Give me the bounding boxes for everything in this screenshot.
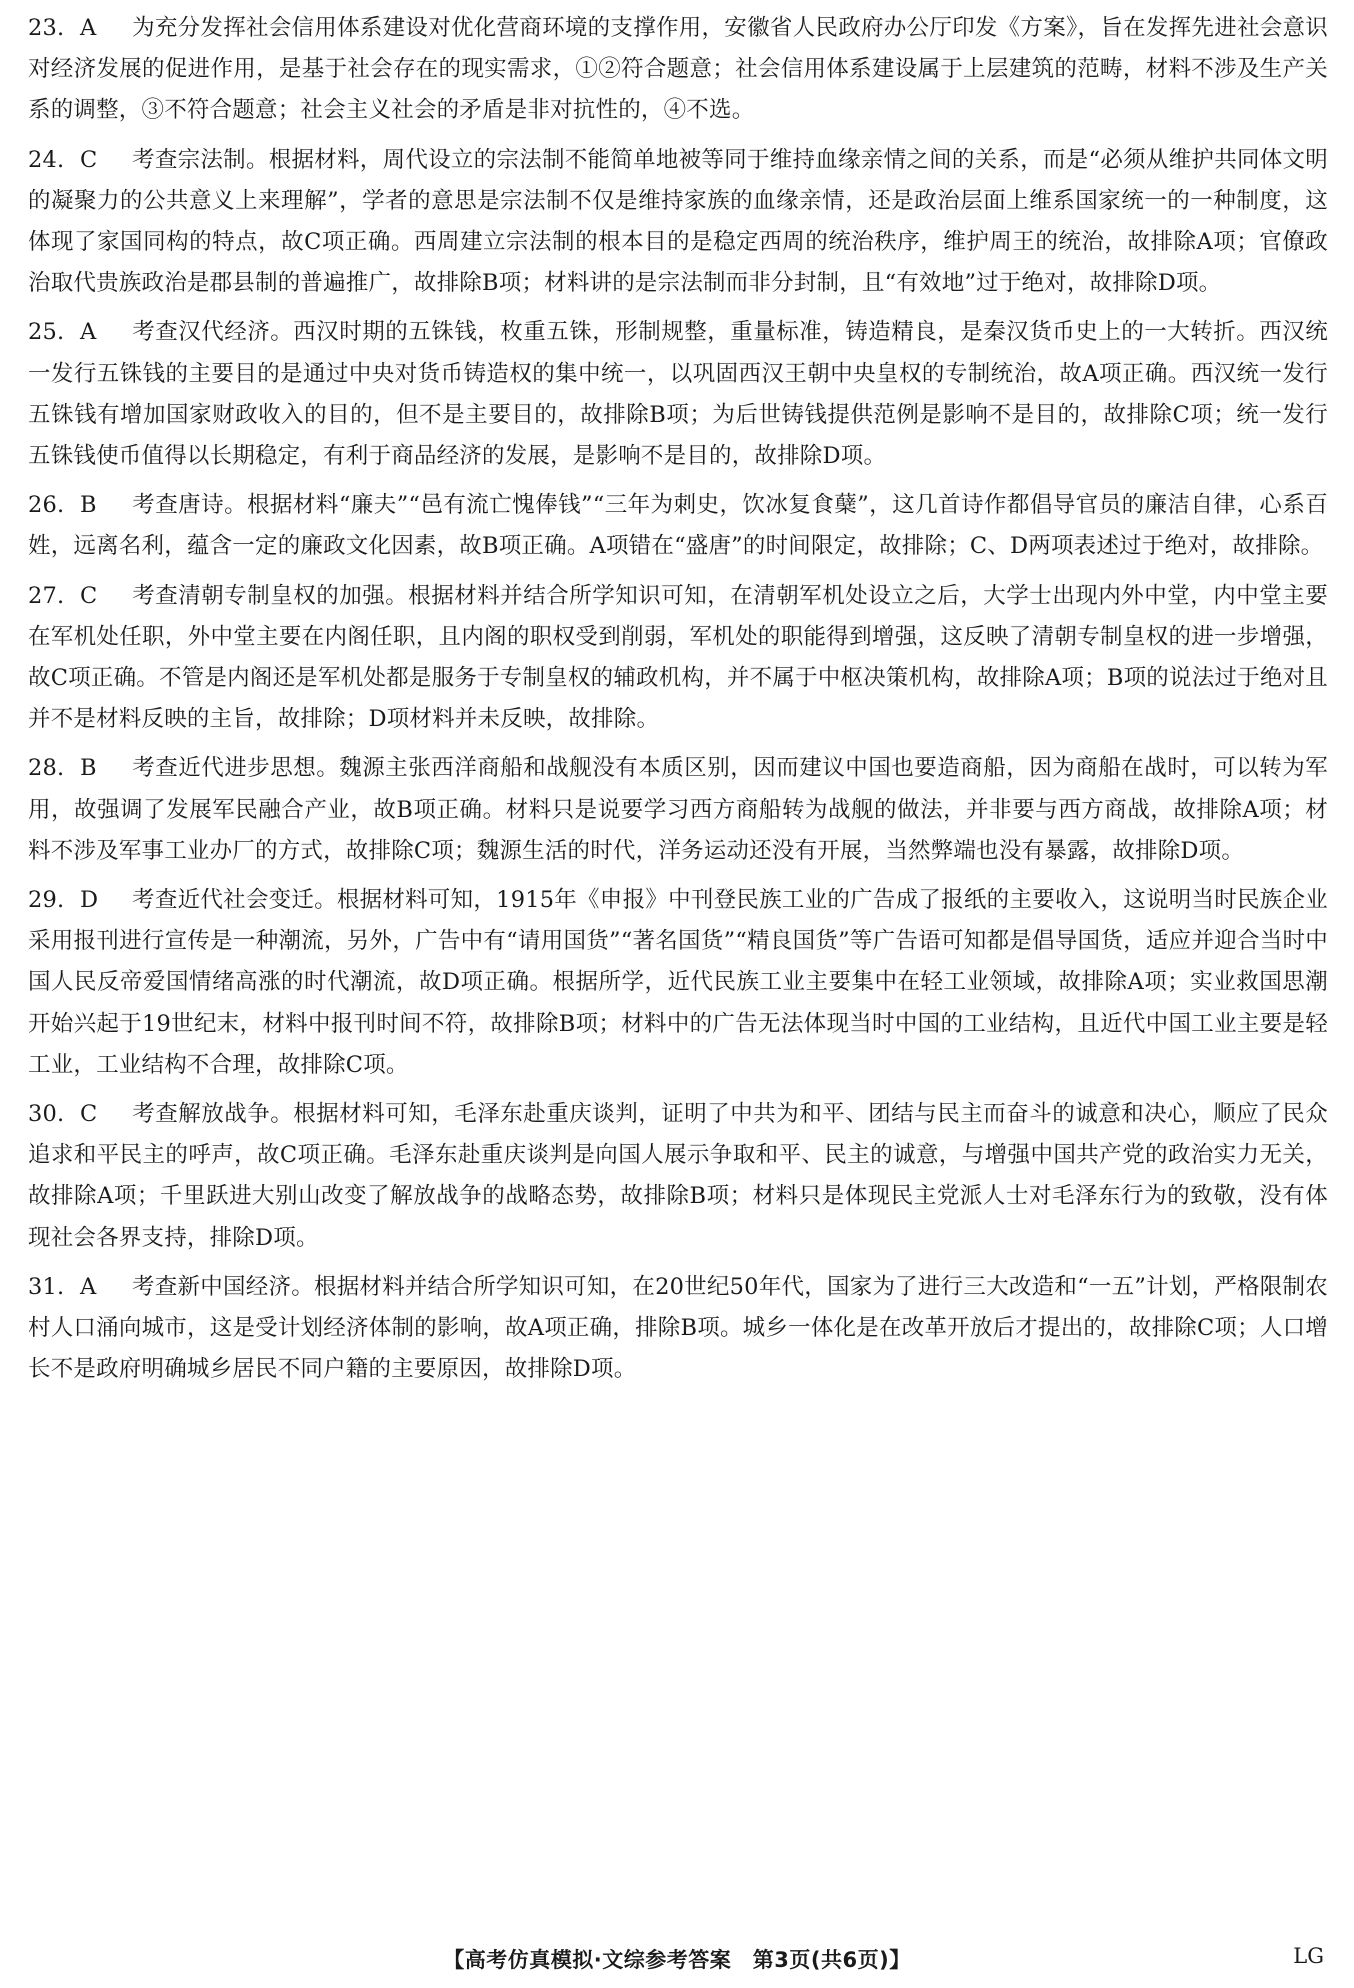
explanation-text: 考查清朝专制皇权的加强。根据材料并结合所学知识可知，在清朝军机处设立之后，大学士出现内外中堂，内中堂主要在军机处任职，外中堂主要在内阁任职，且内阁的职权受到削弱，军机处的职能得到增强，这反映了清朝专制皇权的进一步增强，故C项正确。不管是内阁还是军机处都是服务于专制皇权的辅政机构，并不属于中枢决策机构，故排除A项；B项的说法过于绝对且并不是材料反映的主旨，故排除；D项材料并未反映，故排除。: [28, 582, 1328, 733]
answer-letter: A: [80, 1273, 97, 1300]
question-number: 30.: [28, 1101, 65, 1128]
question-number: 26.: [28, 492, 65, 519]
answer-item-23: [28, 8, 1328, 132]
explanation-text: 考查新中国经济。根据材料并结合所学知识可知，在20世纪50年代，国家为了进行三大改造和“一五”计划，严格限制农村人口涌向城市，这是受计划经济体制的影响，故A项正确，排除B项。城乡一体化是在改革开放后才提出的，故排除C项；人口增长不是政府明确城乡居民不同户籍的主要原因，故排除D项。: [28, 1273, 1328, 1383]
answer-letter: C: [80, 146, 98, 173]
question-number: 23.: [28, 15, 65, 41]
question-number: 25.: [28, 319, 65, 346]
explanation-text: 考查近代进步思想。魏源主张西洋商船和战舰没有本质区别，因而建议中国也要造商船，因为商船在战时，可以转为军用，故强调了发展军民融合产业，故B项正确。材料只是说要学习西方商船转为战舰的做法，并非要与西方商战，故排除A项；材料不涉及军事工业办厂的方式，故排除C项；魏源生活的时代，洋务运动还没有开展，当然弊端也没有暴露，故排除D项。: [28, 755, 1328, 864]
answer-item-30: [28, 1094, 1328, 1259]
footer-code: LG: [1293, 1944, 1324, 1968]
answer-item-31: [28, 1267, 1328, 1391]
answer-list: [28, 8, 1328, 1391]
answer-letter: C: [80, 582, 98, 609]
answer-letter: B: [80, 755, 97, 782]
answer-letter: A: [80, 15, 97, 41]
answer-letter: D: [80, 887, 99, 914]
explanation-text: 考查宗法制。根据材料，周代设立的宗法制不能简单地被等同于维持血缘亲情之间的关系，而是“必须从维护共同体文明的凝聚力的公共意义上来理解”，学者的意思是宗法制不仅是维持家族的血缘亲情，还是政治层面上维系国家统一的一种制度，这体现了家国同构的特点，故C项正确。西周建立宗法制的根本目的是稳定西周的统治秩序，维护周王的统治，故排除A项；官僚政治取代贵族政治是郡县制的普遍推广，故排除B项；材料讲的是宗法制而非分封制，且“有效地”过于绝对，故排除D项。: [28, 146, 1328, 297]
question-number: 24.: [28, 146, 65, 173]
question-number: 27.: [28, 582, 65, 609]
answer-item-25: [28, 312, 1328, 477]
answer-item-29: [28, 880, 1328, 1086]
answer-item-26: [28, 485, 1328, 567]
footer-title: 【高考仿真模拟·文综参考答案 第3页(共6页)】: [443, 1948, 911, 1972]
question-number: 28.: [28, 755, 65, 782]
answer-letter: C: [80, 1101, 98, 1128]
question-number: 29.: [28, 887, 65, 914]
explanation-text: 考查汉代经济。西汉时期的五铢钱，枚重五铢，形制规整，重量标准，铸造精良，是秦汉货币史上的一大转折。西汉统一发行五铢钱的主要目的是通过中央对货币铸造权的集中统一，以巩固西汉王朝中央皇权的专制统治，故A项正确。西汉统一发行五铢钱有增加国家财政收入的目的，但不是主要目的，故排除B项；为后世铸钱提供范例是影响不是目的，故排除C项；统一发行五铢钱使币值得以长期稳定，有利于商品经济的发展，是影响不是目的，故排除D项。: [28, 319, 1328, 470]
answer-item-27: [28, 576, 1328, 741]
answer-letter: A: [80, 319, 97, 346]
page-footer: [0, 1944, 1354, 1980]
answer-letter: B: [80, 492, 97, 519]
answer-item-24: [28, 140, 1328, 305]
question-number: 31.: [28, 1273, 65, 1300]
explanation-text: 为充分发挥社会信用体系建设对优化营商环境的支撑作用，安徽省人民政府办公厅印发《方案》，旨在发挥先进社会意识对经济发展的促进作用，是基于社会存在的现实需求，①②符合题意；社会信用体系建设属于上层建筑的范畴，材料不涉及生产关系的调整，③不符合题意；社会主义社会的矛盾是非对抗性的，④不选。: [28, 15, 1328, 124]
answer-item-28: [28, 748, 1328, 872]
explanation-text: 考查近代社会变迁。根据材料可知，1915年《申报》中刊登民族工业的广告成了报纸的主要收入，这说明当时民族企业采用报刊进行宣传是一种潮流，另外，广告中有“请用国货”“著名国货”“精良国货”等广告语可知都是倡导国货，适应并迎合当时中国人民反帝爱国情绪高涨的时代潮流，故D项正确。根据所学，近代民族工业主要集中在轻工业领域，故排除A项；实业救国思潮开始兴起于19世纪末，材料中报刊时间不符，故排除B项；材料中的广告无法体现当时中国的工业结构，且近代中国工业主要是轻工业，工业结构不合理，故排除C项。: [28, 887, 1328, 1078]
explanation-text: 考查唐诗。根据材料“廉夫”“邑有流亡愧俸钱”“三年为刺史，饮冰复食蘖”，这几首诗作都倡导官员的廉洁自律，心系百姓，远离名利，蕴含一定的廉政文化因素，故B项正确。A项错在“盛唐”的时间限定，故排除；C、D两项表述过于绝对，故排除。: [28, 492, 1328, 560]
explanation-text: 考查解放战争。根据材料可知，毛泽东赴重庆谈判，证明了中共为和平、团结与民主而奋斗的诚意和决心，顺应了民众追求和平民主的呼声，故C项正确。毛泽东赴重庆谈判是向国人展示争取和平、民主的诚意，与增强中国共产党的政治实力无关，故排除A项；千里跃进大别山改变了解放战争的战略态势，故排除B项；材料只是体现民主党派人士对毛泽东行为的致敬，没有体现社会各界支持，排除D项。: [28, 1101, 1328, 1251]
